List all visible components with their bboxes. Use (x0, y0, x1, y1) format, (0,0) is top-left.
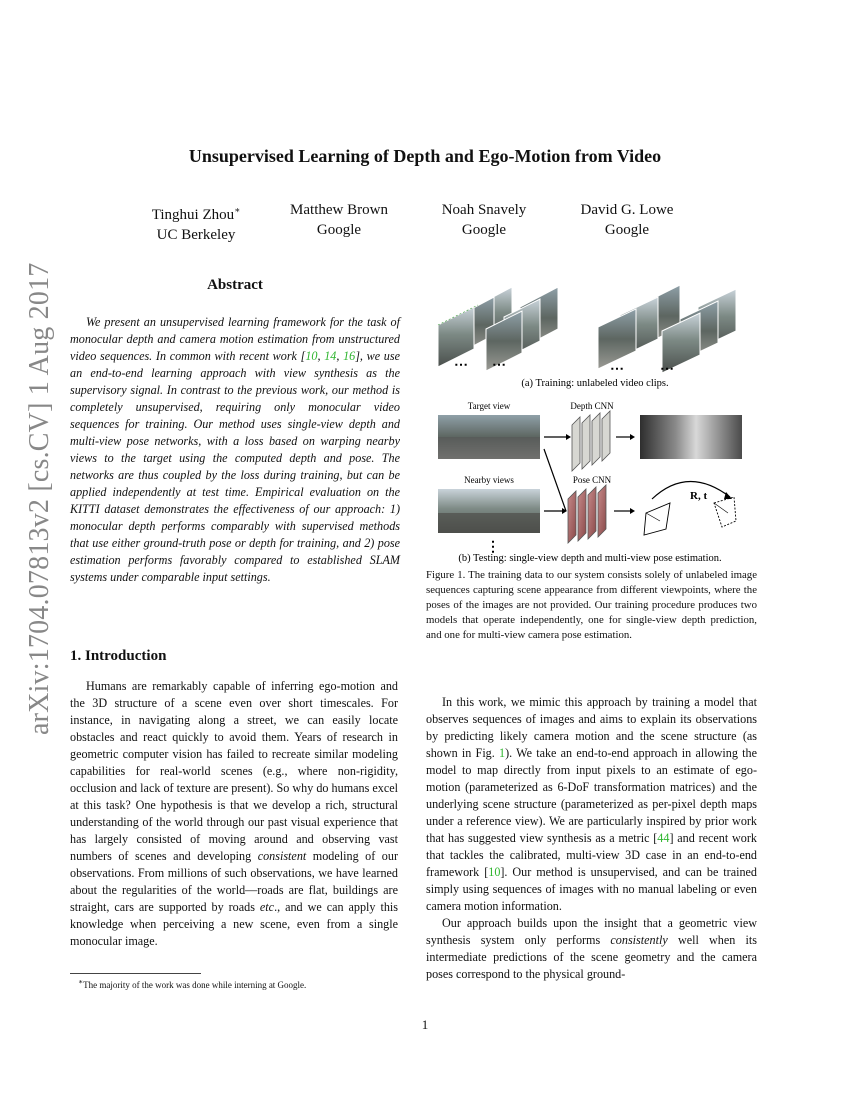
citation-separator: , (336, 349, 344, 363)
author-affiliation: UC Berkeley (156, 227, 236, 243)
citation-link[interactable]: 44 (657, 831, 670, 845)
emphasis-text: etc (259, 900, 275, 914)
arxiv-identifier: arXiv:1704.07813v2 [cs.CV] 1 Aug 2017 (24, 262, 55, 735)
paper-title: Unsupervised Learning of Depth and Ego-Motion from Video (188, 146, 662, 166)
author-name: David G. Lowe (580, 202, 674, 218)
arrow-head-icon (566, 434, 571, 440)
ellipsis-icon: ⋯ (454, 358, 470, 373)
abstract-heading: Abstract (207, 277, 263, 293)
author-block (552, 200, 702, 240)
author-affiliation: Google (604, 222, 650, 238)
author-footnote-mark: ∗ (234, 205, 241, 215)
page-number: 1 (421, 1017, 429, 1032)
citation-separator: , (317, 349, 325, 363)
abstract-text-part: ], we use an end-to-end learning approach with view synthesis as the supervisory signal. In contrast to the previous work, our method is completely unsupervised, requiring only monocular video sequences for training. Our method uses single-view depth and multi-view pose networks, with a loss based on warping nearby views to the target using the computed depth and pose. The networks are thus coupled by the loss during training, but can be applied independently at test time. Empirical evaluation on the KITTI dataset demonstrates the effectiveness of our approach: 1) monocular depth performs comparably with supervised methods that use either ground-truth pose or depth for training, and 2) pose estimation performs favorably compared to established SLAM systems under comparable input settings. (70, 349, 400, 584)
arrow-head-icon (562, 508, 567, 514)
author-affiliation: Google (461, 222, 507, 238)
paragraph-text: In this work, we mimic this approach by training a model that observes sequences of images and aims to explain its observations by predicting likely camera motion and the scene structure (as shown in Fig. (426, 695, 757, 760)
figure-caption: Figure 1. The training data to our system consists solely of unlabeled image sequences capturing scene appearance from different viewpoints, where the poses of the images are not provided. Our training procedure produces two models that operate independently, one for single-view depth prediction, and one for multi-view camera pose estimation. (426, 569, 757, 641)
training-clip-stack (598, 285, 736, 373)
paragraph-text: ). We take an end-to-end approach in allowing the model to map directly from input pixels to an estimate of ego-motion (parameterized as 6-DoF transformation matrices) and the underlying scene structure (parameterized as per-pixel depth maps under a reference view). We are particularly inspired by prior work that has suggested view synthesis as a metric [ (426, 746, 757, 845)
depth-map-image (640, 415, 742, 459)
author-affiliation: Google (316, 222, 362, 238)
emphasis-text: consistently (610, 933, 668, 947)
figure-illustration (430, 285, 760, 575)
footnote-rule (70, 973, 201, 974)
nearby-view-road (438, 513, 540, 533)
subfigure-caption-a: (a) Training: unlabeled video clips. (521, 378, 669, 389)
paragraph-text: well when its intermediate predictions of the scene geometry and the camera poses correspond to the physical ground- (426, 933, 757, 981)
paragraph-text: modeling of our observations. From millions of such observations, we have learned about the regularities of the world—roads are flat, buildings are straight, cars are supported by roads (70, 849, 398, 914)
label-depth-cnn: Depth CNN (570, 401, 614, 411)
paragraph-text: ., and we can apply this knowledge when perceiving a new scene, even from a single monocular image. (70, 900, 398, 948)
author-name: Matthew Brown (290, 202, 388, 218)
author-block (409, 200, 559, 240)
author-block (121, 200, 271, 245)
label-rotation-translation: R, t (690, 490, 708, 502)
arrow-head-icon (630, 434, 635, 440)
ellipsis-icon: ⋯ (492, 358, 508, 373)
right-column-text (426, 694, 757, 983)
arrow-line (544, 449, 566, 511)
ellipsis-icon: ⋯ (660, 362, 676, 377)
pose-cnn-block (568, 485, 606, 543)
abstract-text-part: We present an unsupervised learning framework for the task of monocular depth and camera motion estimation from unstructured video sequences. In common with recent work [ (70, 315, 400, 363)
paragraph-text: Humans are remarkably capable of inferring ego-motion and the 3D structure of a scene even over short timescales. For instance, in navigating along a street, we can easily locate obstacles and react quickly to avoid them. Years of research in geometric computer vision has failed to recreate similar modeling capabilities for real-world scenes (e.g., where non-rigidity, occlusion and lack of texture are present). So why do humans excel at this task? One hypothesis is that we develop a rich, structural understanding of the world through our past visual experience that has largely consisted of moving around and observing vast numbers of scenes and developing (70, 679, 398, 863)
section-heading-introduction: 1. Introduction (70, 648, 167, 664)
ellipsis-icon: ⋯ (610, 362, 626, 377)
abstract-text (70, 314, 400, 586)
label-target-view: Target view (467, 401, 511, 411)
arrow-head-icon (630, 508, 635, 514)
subfigure-caption-b: (b) Testing: single-view depth and multi-view pose estimation. (458, 553, 722, 564)
paragraph-text: ] and recent work that tackles the calibrated, multi-view 3D case in an end-to-end framework [ (426, 831, 757, 879)
label-pose-cnn: Pose CNN (572, 475, 612, 485)
citation-link[interactable]: 16 (343, 349, 356, 363)
author-name: Tinghui Zhou (151, 207, 235, 223)
citation-link[interactable]: 14 (324, 349, 337, 363)
footnote-mark: ∗ (78, 977, 84, 986)
figure-reference-link[interactable]: 1 (499, 746, 506, 760)
depth-cnn-block (572, 411, 610, 471)
introduction-text (70, 678, 398, 950)
vertical-ellipsis-icon: ⋮ (486, 540, 500, 555)
paragraph-text: Our approach builds upon the insight that a geometric view synthesis system only performs (426, 916, 757, 947)
citation-link[interactable]: 10 (488, 865, 501, 879)
figure-1 (430, 285, 760, 575)
author-name: Noah Snavely (441, 202, 527, 218)
target-view-road (438, 437, 540, 459)
author-block (264, 200, 414, 240)
footnote (78, 977, 408, 990)
citation-link[interactable]: 10 (305, 349, 318, 363)
paragraph-text: ]. Our method is unsupervised, and can be trained simply using sequences of images with no manual labeling or even camera motion information. (426, 865, 757, 913)
label-nearby-views: Nearby views (464, 475, 514, 485)
footnote-text: The majority of the work was done while interning at Google. (83, 980, 307, 990)
emphasis-text: consistent (257, 849, 307, 863)
